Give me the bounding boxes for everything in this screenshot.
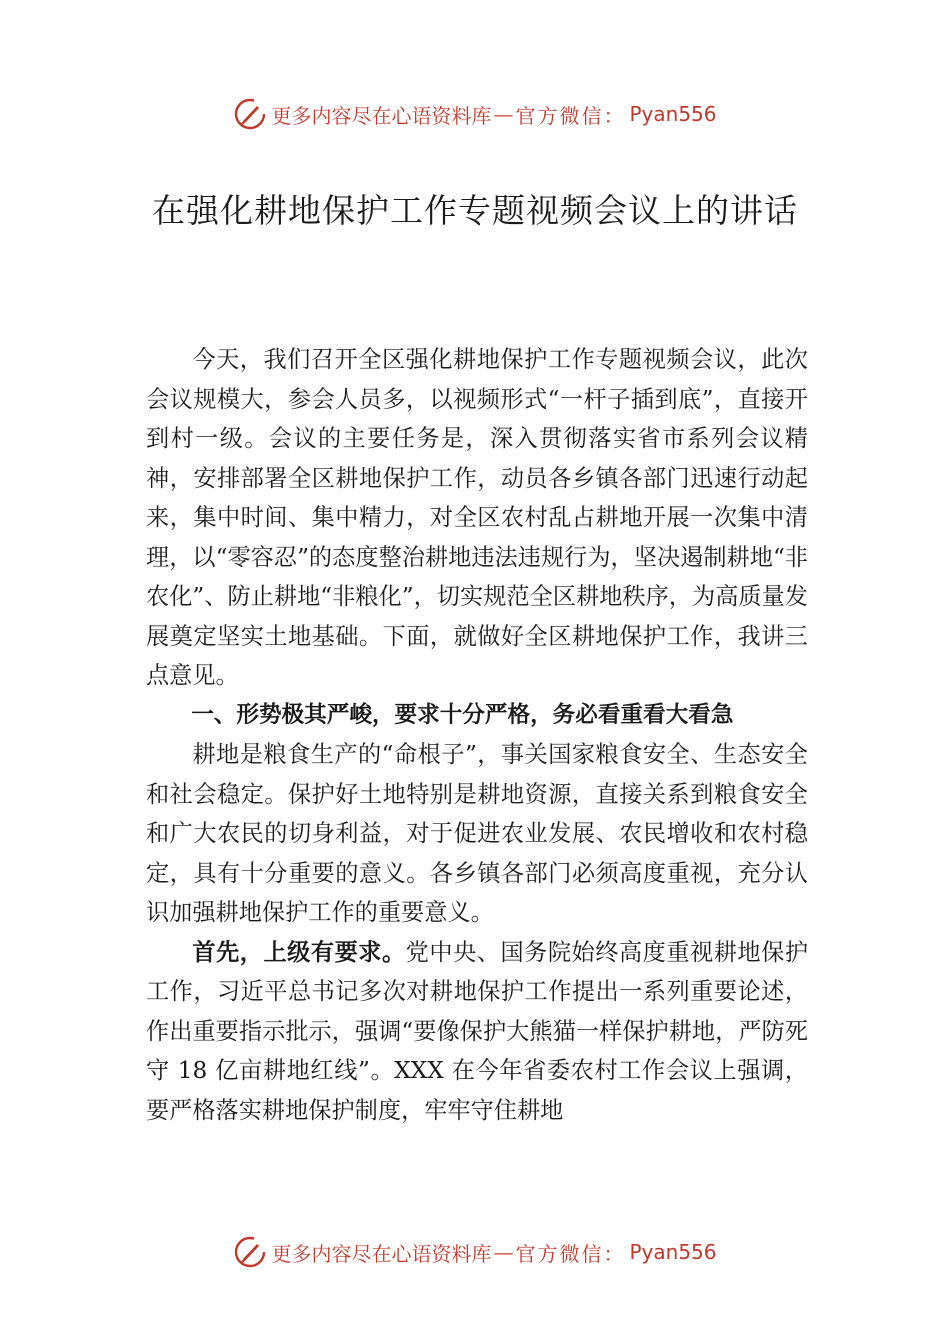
paragraph-lead-bold: 首先，上级有要求。	[192, 938, 406, 966]
brush-logo-icon	[233, 97, 267, 131]
document-title: 在强化耕地保护工作专题视频会议上的讲话	[152, 191, 798, 230]
footer-banner	[0, 1232, 950, 1272]
banner-colon: ：	[603, 1241, 624, 1266]
banner-colon: ：	[603, 103, 624, 128]
paragraph-intro: 今天，我们召开全区强化耕地保护工作专题视频会议，此次会议规模大，参会人员多，以视频形式“一杆子插到底”，直接开到村一级。会议的主要任务是，深入贯彻落实省市系列会议精神，安排部署全区耕地保护工作，动员各乡镇各部门迅速行动起来，集中时间、集中精力，对全区农村乱占耕地开展一次集中清理，以“零容忍”的态度整治耕地违法违规行为，坚决遏制耕地“非农化”、防止耕地“非粮化”，切实规范全区耕地秩序，为高质量发展奠定坚实土地基础。下面，就做好全区耕地保护工作，我讲三点意见。	[146, 346, 808, 689]
section-heading-1: 一、形势极其严峻，要求十分严格，务必看重看大看急	[191, 701, 734, 728]
banner-account: Pyan556	[629, 102, 717, 126]
document-body	[146, 340, 808, 1130]
banner-separator: —	[493, 102, 514, 126]
banner-wechat-label: 官方微信	[515, 1241, 604, 1266]
paragraph-farmland-importance: 耕地是粮食生产的“命根子”，事关国家粮食安全、生态安全和社会稳定。保护好土地特别是耕地资源，直接关系到粮食安全和广大农民的切身利益，对于促进农业发展、农民增收和农村稳定，具有十分重要的意义。各乡镇各部门必须高度重视，充分认识加强耕地保护工作的重要意义。	[146, 741, 808, 926]
header-banner	[0, 94, 950, 134]
paragraph-superior-requirements	[146, 933, 808, 1131]
brush-logo-icon	[233, 1235, 267, 1269]
banner-account: Pyan556	[629, 1240, 717, 1264]
banner-brand: 更多内容尽在心语资料库	[271, 103, 492, 128]
paragraph-superior-text: 党中央、国务院始终高度重视耕地保护工作，习近平总书记多次对耕地保护工作提出一系列重要论述，作出重要指示批示，强调“要像保护大熊猫一样保护耕地，严防死守 18 亿亩耕地红线”。XXX 在今年省委农村工作会议上强调，要严格落实耕地保护制度，牢牢守住耕地	[146, 938, 809, 1124]
banner-wechat-label: 官方微信	[515, 103, 604, 128]
banner-separator: —	[493, 1240, 514, 1264]
banner-brand: 更多内容尽在心语资料库	[271, 1241, 492, 1266]
